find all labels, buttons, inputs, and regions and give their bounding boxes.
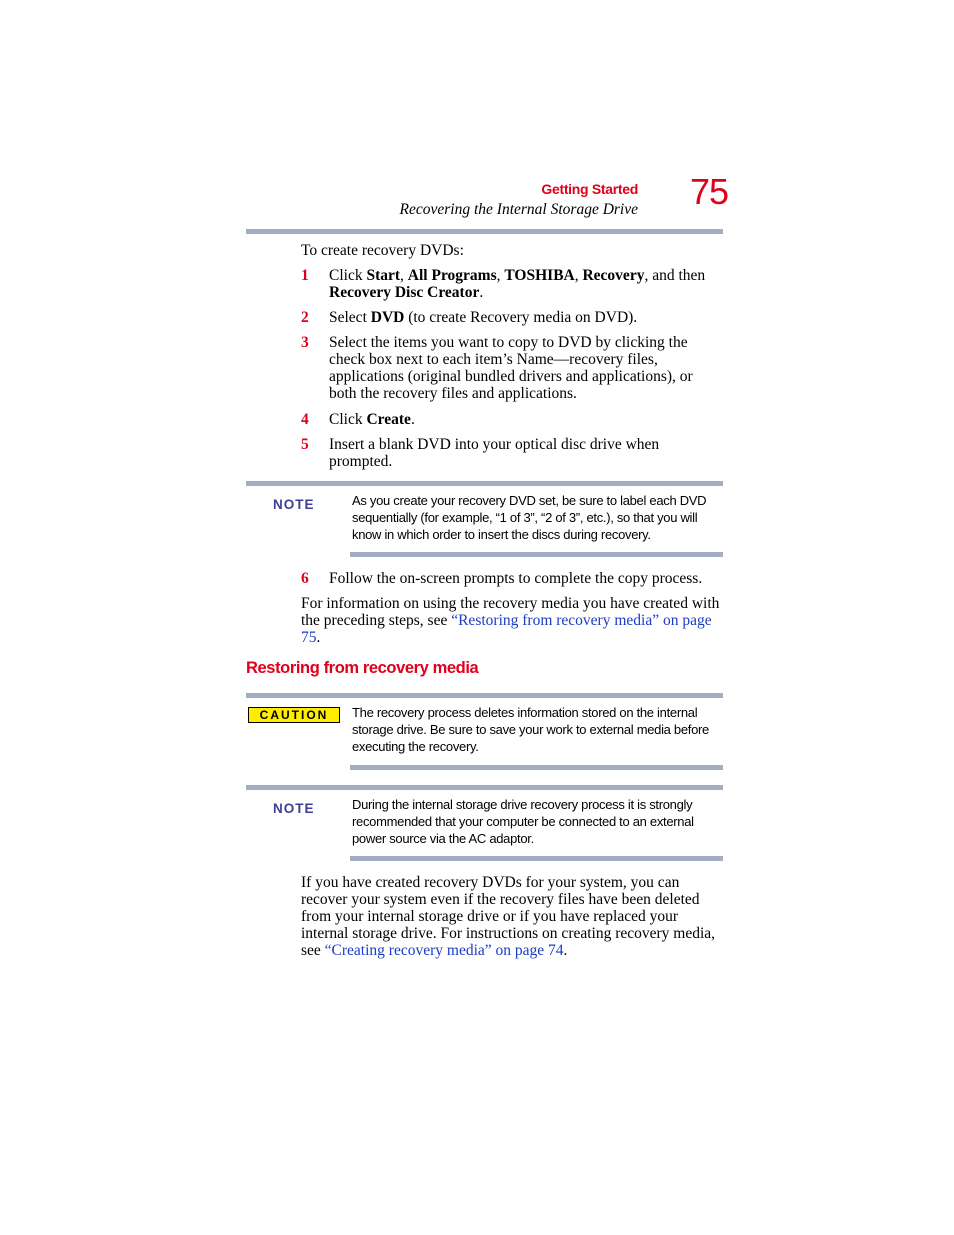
intro-text: To create recovery DVDs:: [301, 242, 464, 259]
step-text: [329, 309, 719, 326]
step-text: [329, 436, 674, 470]
step-number: 2: [301, 309, 309, 326]
page-number: 75: [690, 171, 729, 212]
caution-bottom-rule: [350, 765, 723, 770]
caution-text: The recovery process deletes information stored on the internal storage drive. Be sure to save your work to external media before executing the recovery.: [352, 705, 709, 754]
step-text-run: ,: [400, 267, 408, 284]
note-label: NOTE: [273, 497, 315, 512]
step-bold-term: All Programs: [407, 267, 497, 284]
step-number: 3: [301, 334, 309, 351]
step-text-run: ,: [496, 267, 505, 284]
step-text: [329, 411, 719, 428]
note-top-rule: [246, 785, 723, 790]
creating-media-link[interactable]: “Creating recovery media” on page 74: [324, 942, 564, 959]
header-section-title: Getting Started: [541, 181, 638, 197]
step-bold-term: Create: [366, 411, 411, 428]
step-bold-term: DVD: [370, 309, 405, 326]
step-number: 4: [301, 411, 309, 428]
step-text-run: .: [479, 284, 484, 301]
step-text-run: Select: [329, 309, 371, 326]
note-text: As you create your recovery DVD set, be sure to label each DVD sequentially (for example, “1 of 3”, “2 of 3”, etc.), so that you will know in which order to insert the discs during recovery.: [352, 493, 707, 542]
final-text: If you have created recovery DVDs for your system, you can recover your system even if the recovery files have been deleted from your internal storage drive or if you have replaced your internal storage drive. For instructions on creating recovery media, see: [301, 874, 716, 959]
final-paragraph: [301, 874, 721, 959]
header-subsection-title: Recovering the Internal Storage Drive: [399, 201, 638, 218]
step-number: 6: [301, 570, 309, 587]
note-text: During the internal storage drive recovery process it is strongly recommended that your computer be connected to an external power source via the AC adaptor.: [352, 797, 694, 846]
note-bottom-rule: [350, 552, 723, 557]
step-text-run: Select the items you want to copy to DVD by clicking the check box next to each item’s Name—recovery files, applications (original bundled drivers and applications), or both the recovery files and applications.: [329, 334, 693, 402]
restoring-link[interactable]: “Restoring from recovery media” on page 75: [301, 612, 712, 646]
note-bottom-rule: [350, 856, 723, 861]
step-number: 1: [301, 267, 309, 284]
info-text-end: .: [316, 629, 321, 646]
caution-label: CAUTION: [248, 707, 340, 723]
step-number: 5: [301, 436, 309, 453]
step-text-run: Click: [329, 411, 367, 428]
step-text-run: , and then: [644, 267, 706, 284]
note-top-rule: [246, 481, 723, 486]
step-text: Follow the on-screen prompts to complete the copy process.: [329, 570, 703, 587]
info-text: For information on using the recovery media you have created with the preceding steps, see: [301, 595, 720, 629]
step-bold-term: Recovery: [582, 267, 645, 284]
section-heading: Restoring from recovery media: [246, 659, 479, 677]
step-text-run: .: [410, 411, 415, 428]
note-label: NOTE: [273, 801, 315, 816]
info-paragraph: [301, 595, 723, 646]
header-rule: [246, 229, 723, 234]
step-text-run: ,: [574, 267, 583, 284]
final-text-end: .: [563, 942, 568, 959]
step-bold-term: Start: [366, 267, 401, 284]
caution-top-rule: [246, 693, 723, 698]
step-bold-term: TOSHIBA: [504, 267, 575, 284]
step-text: [329, 334, 701, 402]
step-text-run: (to create Recovery media on DVD).: [404, 309, 638, 326]
step-text-run: Insert a blank DVD into your optical disc drive when prompted.: [329, 436, 660, 470]
step-bold-term: Recovery Disc Creator: [329, 284, 480, 301]
step-text-run: Click: [329, 267, 367, 284]
step-text: [329, 267, 719, 301]
